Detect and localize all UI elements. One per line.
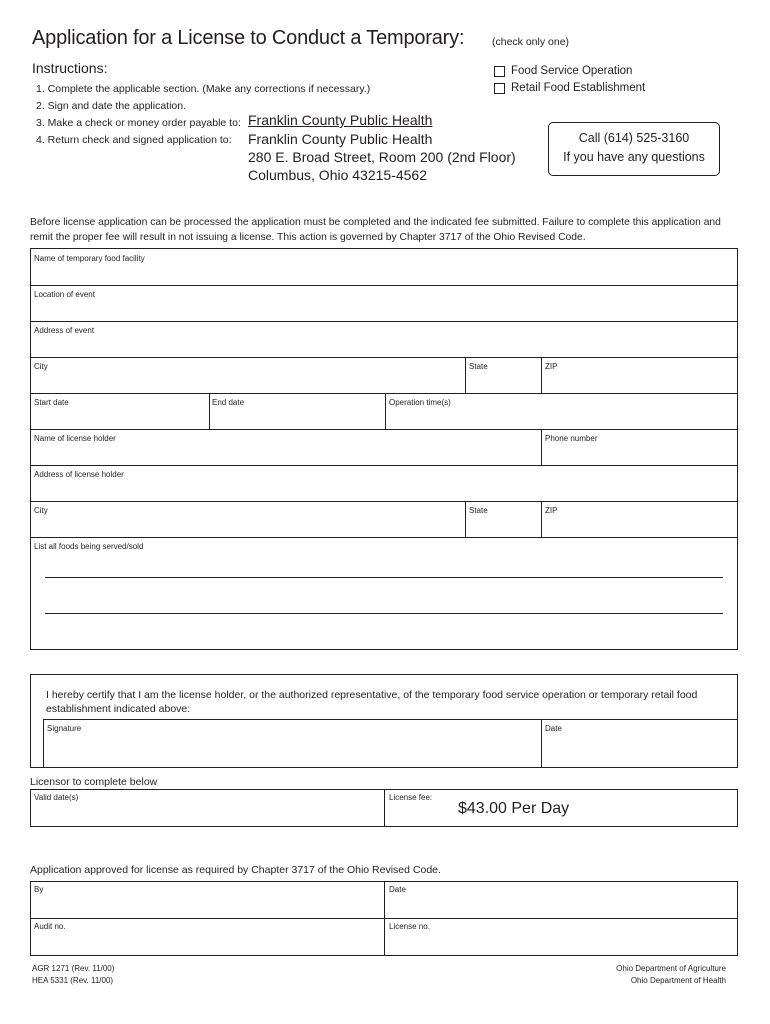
signature-date-field[interactable]: Date bbox=[545, 724, 562, 733]
holder-city-field[interactable]: City bbox=[34, 506, 48, 515]
row-divider bbox=[31, 321, 737, 322]
licensor-heading: Licensor to complete below bbox=[30, 776, 158, 788]
approved-by-field[interactable]: By bbox=[34, 885, 44, 894]
certification-section bbox=[30, 674, 738, 768]
retail-food-checkbox[interactable] bbox=[494, 83, 505, 94]
contact-phone: Call (614) 525-3160 bbox=[578, 131, 690, 145]
department-name: Ohio Department of Health bbox=[630, 976, 726, 985]
department-name: Ohio Department of Agriculture bbox=[616, 964, 726, 973]
license-type-options bbox=[494, 63, 645, 97]
licensor-section bbox=[30, 789, 738, 827]
contact-note: If you have any questions bbox=[563, 150, 705, 164]
valid-dates-field[interactable]: Valid date(s) bbox=[34, 793, 79, 802]
event-state-field[interactable]: State bbox=[469, 362, 488, 371]
license-fee-value: $43.00 Per Day bbox=[458, 800, 570, 817]
column-divider bbox=[209, 393, 210, 429]
phone-number-field[interactable]: Phone number bbox=[545, 434, 598, 443]
signature-row bbox=[43, 719, 737, 768]
event-location-field[interactable]: Location of event bbox=[34, 290, 95, 299]
approval-date-field[interactable]: Date bbox=[389, 885, 406, 894]
row-divider bbox=[31, 429, 737, 430]
instruction-step: 4. Return check and signed application to: bbox=[36, 134, 232, 146]
operation-times-field[interactable]: Operation time(s) bbox=[389, 398, 451, 407]
row-divider bbox=[31, 537, 737, 538]
column-divider bbox=[385, 393, 386, 429]
audit-number-field[interactable]: Audit no. bbox=[34, 922, 66, 931]
payee-name: Franklin County Public Health bbox=[248, 112, 433, 128]
address-line: 280 E. Broad Street, Room 200 (2nd Floor) bbox=[248, 149, 516, 165]
contact-box bbox=[548, 122, 720, 176]
form-title: Application for a License to Conduct a Temporary: bbox=[32, 27, 465, 49]
start-date-field[interactable]: Start date bbox=[34, 398, 69, 407]
row-divider bbox=[31, 393, 737, 394]
row-divider bbox=[31, 285, 737, 286]
column-divider bbox=[541, 429, 542, 465]
foods-list-field[interactable]: List all foods being served/sold bbox=[34, 542, 144, 551]
holder-zip-field[interactable]: ZIP bbox=[545, 506, 558, 515]
departments bbox=[616, 963, 726, 987]
holder-name-field[interactable]: Name of license holder bbox=[34, 434, 116, 443]
signature-field[interactable]: Signature bbox=[47, 724, 82, 733]
approval-section bbox=[30, 881, 738, 956]
option-retail-food[interactable] bbox=[494, 80, 645, 97]
form-code: AGR 1271 (Rev. 11/00) bbox=[32, 964, 115, 973]
event-zip-field[interactable]: ZIP bbox=[545, 362, 558, 371]
row-divider bbox=[31, 465, 737, 466]
instruction-step: 2. Sign and date the application. bbox=[36, 100, 187, 112]
end-date-field[interactable]: End date bbox=[212, 398, 245, 407]
instruction-step: 1. Complete the applicable section. (Make any corrections if necessary.) bbox=[36, 83, 371, 95]
option-food-service[interactable] bbox=[494, 63, 645, 80]
column-divider bbox=[541, 501, 542, 537]
license-fee-label: License fee: bbox=[389, 793, 433, 802]
check-only-note: (check only one) bbox=[492, 36, 570, 48]
event-address-field[interactable]: Address of event bbox=[34, 326, 95, 335]
column-divider bbox=[541, 357, 542, 393]
form-codes bbox=[32, 963, 114, 987]
foods-write-line[interactable] bbox=[45, 577, 723, 578]
row-divider bbox=[31, 357, 737, 358]
license-number-field[interactable]: License no. bbox=[389, 922, 430, 931]
column-divider bbox=[384, 882, 385, 955]
return-address bbox=[248, 130, 516, 184]
instructions-heading: Instructions: bbox=[32, 60, 108, 76]
facility-name-field[interactable]: Name of temporary food facility bbox=[34, 254, 145, 263]
option-label: Retail Food Establishment bbox=[511, 82, 646, 94]
row-divider bbox=[31, 501, 737, 502]
holder-address-field[interactable]: Address of license holder bbox=[34, 470, 124, 479]
column-divider bbox=[541, 720, 542, 768]
application-form bbox=[30, 248, 738, 650]
option-label: Food Service Operation bbox=[511, 65, 633, 77]
column-divider bbox=[465, 501, 466, 537]
notice-paragraph: Before license application can be processed the application must be completed and the indicated fee submitted. Failure to complete this application and remit the proper fee will result in not issuing a license. This action is governed by Chapter 3717 of the Ohio Revised Code. bbox=[30, 217, 721, 243]
instruction-step: 3. Make a check or money order payable to: bbox=[36, 117, 241, 129]
approval-heading: Application approved for license as required by Chapter 3717 of the Ohio Revised Code. bbox=[30, 864, 441, 876]
column-divider bbox=[384, 790, 385, 826]
foods-write-line[interactable] bbox=[45, 613, 723, 614]
form-code: HEA 5331 (Rev. 11/00) bbox=[32, 976, 114, 985]
event-city-field[interactable]: City bbox=[34, 362, 48, 371]
certification-text: I hereby certify that I am the license holder, or the authorized representative, of the temporary food service operation or temporary retail food establishment indicated above: bbox=[46, 689, 698, 715]
address-line: Columbus, Ohio 43215-4562 bbox=[248, 167, 428, 183]
address-line: Franklin County Public Health bbox=[248, 131, 433, 147]
food-service-checkbox[interactable] bbox=[494, 66, 505, 77]
holder-state-field[interactable]: State bbox=[469, 506, 488, 515]
column-divider bbox=[465, 357, 466, 393]
